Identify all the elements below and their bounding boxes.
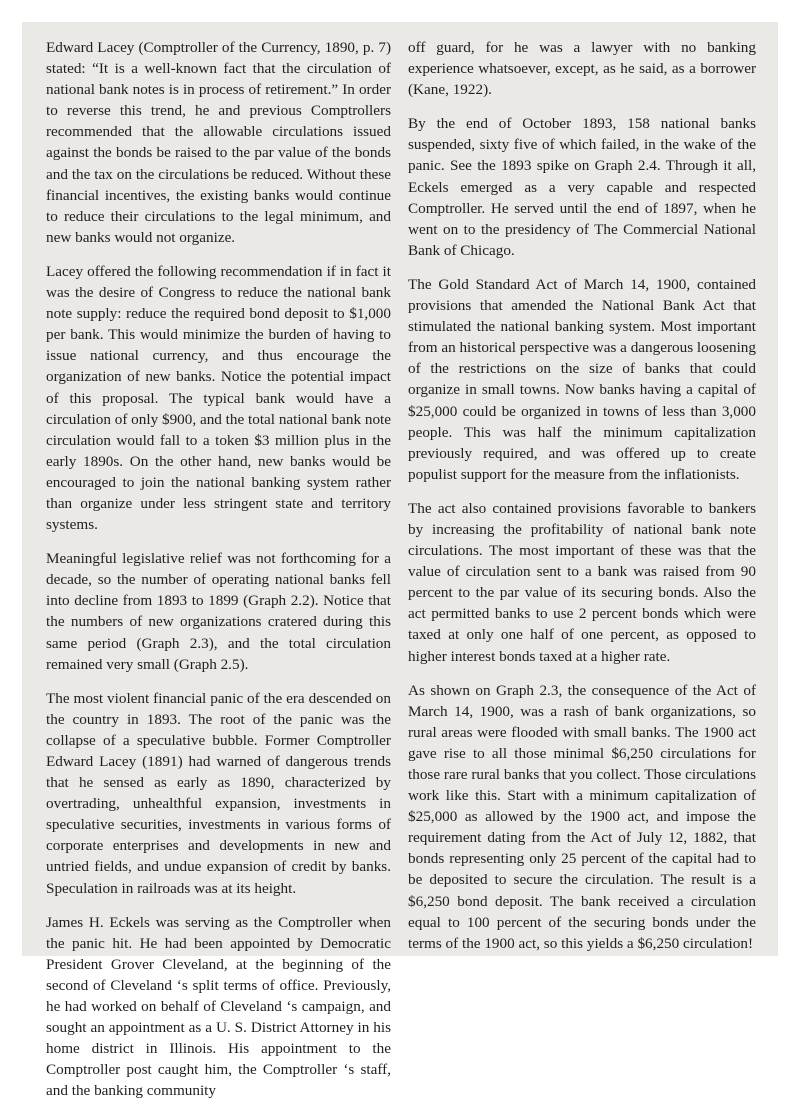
paragraph: The act also contained provisions favorable to bankers by increasing the profitability of national bank note circulations. The most important of these was that the value of circulation sent to a bank was raised from 90 percent to the par value of its securing bonds. Also the act permitted banks to use 2 percent bonds which were taxed at only one half of one percent, as opposed to higher interest bonds taxed at a higher rate. — [408, 499, 756, 665]
paragraph: Meaningful legislative relief was not forthcoming for a decade, so the number of operating national banks fell into decline from 1893 to 1899 (Graph 2.2). Notice that the numbers of new organizations cratered during this same period (Graph 2.3), and the total circulation remained very small (Graph 2.5). — [46, 550, 391, 673]
left-column — [46, 37, 391, 1115]
paragraph: Edward Lacey (Comptroller of the Currency, 1890, p. 7) stated: “It is a well-known fact that the circulation of national bank notes is in process of retirement.” In order to reverse this trend, he and previous Comptrollers recommended that the allowable circulations issued against the bonds be raised to the par value of the bonds and the tax on the circulations be reduced. Without these financial incentives, the existing banks would continue to reduce their circulations to the legal minimum, and new banks would not organize. — [46, 39, 391, 246]
paragraph: James H. Eckels was serving as the Comptroller when the panic hit. He had been appointed by Democratic President Grover Cleveland, at the beginning of the second of Cleveland ‘s split terms of office. Previously, he had worked on behalf of Cleveland ‘s campaign, and sought an appointment as a U. S. District Attorney in his home district in Illinois. His appointment to the Comptroller post caught him, the Comptroller ‘s staff, and the banking community — [46, 913, 391, 1100]
paragraph: As shown on Graph 2.3, the consequence of the Act of March 14, 1900, was a rash of bank organizations, so rural areas were flooded with small banks. The 1900 act gave rise to all those minimal $6,250 circulations for those rare rural banks that you collect. Those circulations work like this. Start with a minimum capitalization of $25,000 as allowed by the 1900 act, and impose the requirement dating from the Act of July 12, 1882, that bonds representing only 25 percent of the capital had to be deposited to secure the circulation. The result is a $6,250 bond deposit. The bank received a circulation equal to 100 percent of the securing bonds under the terms of the 1900 act, so this yields a $6,250 circulation! — [408, 681, 756, 952]
paragraph: The Gold Standard Act of March 14, 1900, contained provisions that amended the National Bank Act that stimulated the national banking system. Most important from an historical perspective was a dangerous loosening of the restrictions on the size of banks that could organize in small towns. Now banks having a capital of $25,000 could be organized in towns of less than 3,000 people. This was half the minimum capitalization previously required, and was offered up to create populist support for the measure from the inflationists. — [408, 275, 756, 483]
document-page — [22, 22, 778, 1100]
right-column — [408, 37, 756, 967]
paragraph: off guard, for he was a lawyer with no banking experience whatsoever, except, as he said, as a borrower (Kane, 1922). — [408, 39, 756, 99]
paragraph: By the end of October 1893, 158 national banks suspended, sixty five of which failed, in the wake of the panic. See the 1893 spike on Graph 2.4. Through it all, Eckels emerged as a very capable and respected Comptroller. He served until the end of 1897, when he went on to the presidency of The Commercial National Bank of Chicago. — [408, 115, 756, 259]
paragraph: Lacey offered the following recommendation if in fact it was the desire of Congress to reduce the national bank note supply: reduce the required bond deposit to $1,000 per bank. This would minimize the burden of having to issue national currency, and thus encourage the organization of new banks. Notice the potential impact of this proposal. The typical bank would have a circulation of only $900, and the total national bank note circulation would fall to a token $3 million plus in the early 1890s. On the other hand, new banks would be encouraged to join the national banking system rather than organize under less stringent state and territory systems. — [46, 262, 392, 534]
paragraph: The most violent financial panic of the era descended on the country in 1893. The root of the panic was the collapse of a speculative bubble. Former Comptroller Edward Lacey (1891) had warned of dangerous trends that he sensed as early as 1890, characterized by overtrading, unhealthful expansion, investments in speculative securities, investments in various forms of corporate enterprises and developments in new and untried fields, and undue expansion of credit by banks. Speculation in railroads was at its height. — [46, 689, 391, 897]
